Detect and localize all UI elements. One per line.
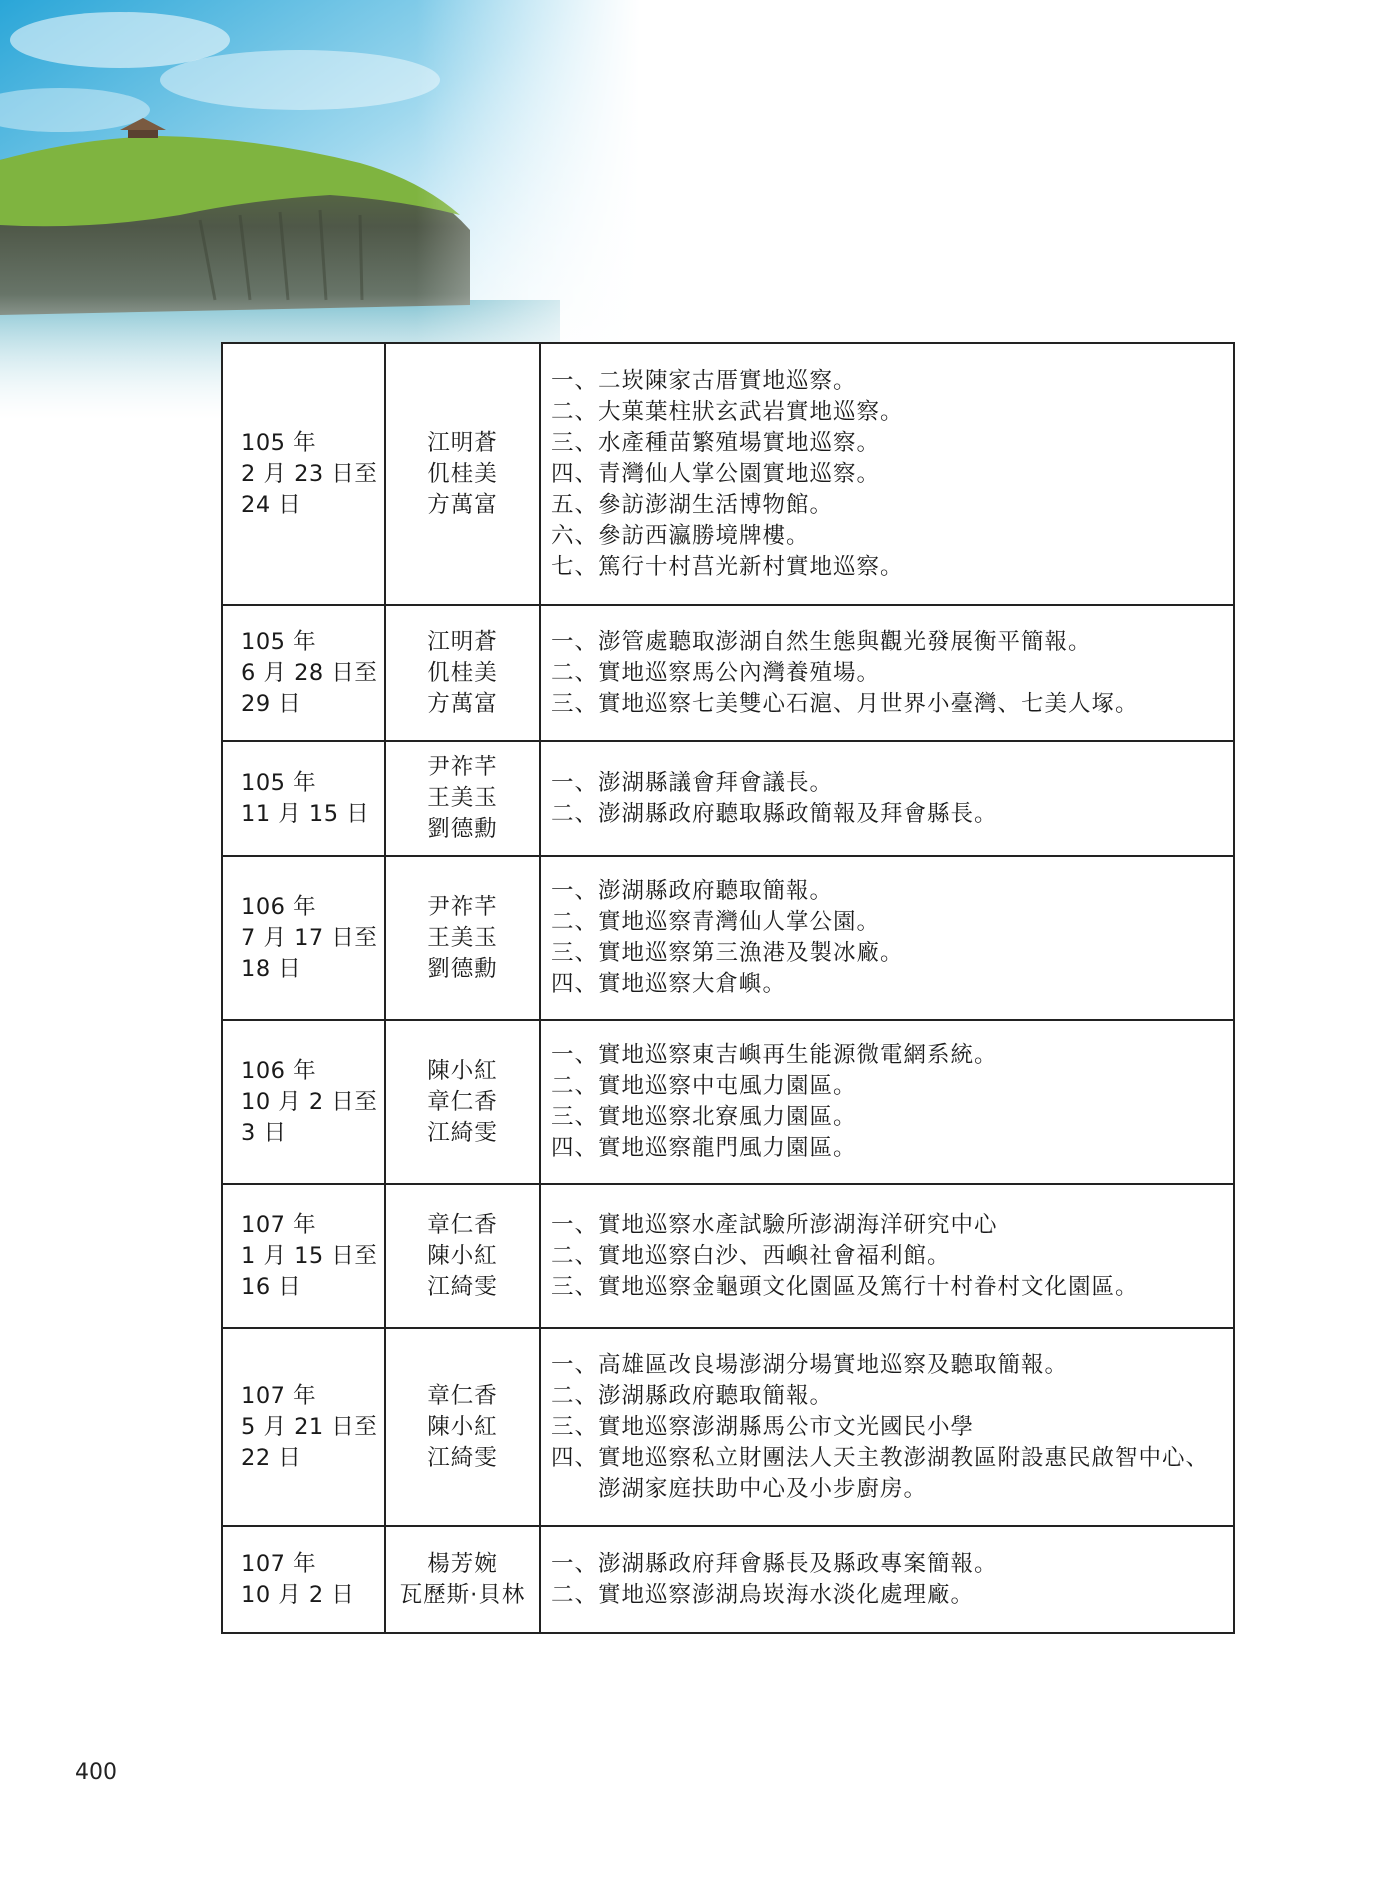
table-row [222,343,1234,605]
activity-number: 一、 [551,1211,599,1238]
activity-number: 一、 [551,769,599,796]
activity-text: 實地巡察第三漁港及製冰廠。 [598,940,904,966]
activity-number: 二、 [551,1073,599,1099]
activity-item [551,1102,1221,1133]
member-name: 江綺雯 [427,1273,498,1300]
member-name: 章仁香 [427,1211,498,1238]
activity-item [551,552,1221,583]
activity-item [551,1071,1221,1102]
activity-number: 二、 [551,1242,599,1269]
date-line: 1 月 15 日至 [241,1242,378,1269]
date-line: 2 月 23 日至 [241,460,378,487]
activity-number: 二、 [551,398,599,425]
activities-cell [540,1020,1234,1184]
date-line: 107 年 [241,1550,317,1577]
activity-number: 四、 [551,460,599,487]
members-cell [385,1328,540,1526]
member-name: 陳小紅 [427,1413,498,1440]
member-name: 江綺雯 [427,1119,498,1146]
activity-text: 澎湖縣政府聽取縣政簡報及拜會縣長。 [598,800,998,827]
date-line: 22 日 [241,1444,302,1471]
activity-item [551,768,1221,799]
table-body [222,343,1234,1633]
member-name: 章仁香 [427,1088,498,1115]
member-name: 江綺雯 [427,1444,498,1471]
member-name: 劉德勳 [427,816,498,842]
member-name: 方萬富 [427,491,498,518]
date-cell [222,605,385,741]
activity-text: 實地巡察澎湖烏崁海水淡化處理廠。 [598,1581,975,1608]
date-line: 16 日 [241,1273,302,1300]
table-row [222,605,1234,741]
members-cell [385,605,540,741]
activity-text: 實地巡察東吉嶼再生能源微電網系統。 [598,1042,998,1068]
activity-text: 實地巡察北寮風力園區。 [598,1104,857,1130]
date-cell [222,1328,385,1526]
date-line: 5 月 21 日至 [241,1413,378,1440]
member-name: 陳小紅 [427,1242,498,1269]
date-line: 106 年 [241,1057,317,1084]
activity-item [551,969,1221,1000]
activity-number: 四、 [551,1444,599,1471]
activity-item [551,428,1221,459]
activity-number: 一、 [551,628,599,655]
date-line: 3 日 [241,1119,287,1146]
activity-text: 實地巡察龍門風力園區。 [598,1135,857,1161]
activity-item [551,1040,1221,1071]
members-cell [385,343,540,605]
activity-item [551,658,1221,689]
activities-cell [540,605,1234,741]
activity-text: 實地巡察大倉嶼。 [598,971,787,997]
activity-text: 高雄區改良場澎湖分場實地巡察及聽取簡報。 [598,1351,1069,1378]
members-cell [385,1184,540,1328]
activity-text: 實地巡察白沙、西嶼社會福利館。 [598,1242,951,1269]
activities-cell [540,741,1234,856]
activity-number: 一、 [551,1550,599,1577]
activity-text: 參訪西瀛勝境牌樓。 [598,522,810,549]
activity-number: 四、 [551,1135,599,1161]
activity-number: 三、 [551,940,599,966]
date-line: 18 日 [241,955,302,982]
activity-item [551,1241,1221,1272]
activity-number: 二、 [551,800,599,827]
date-line: 107 年 [241,1382,317,1409]
member-name: 瓦歷斯‧貝林 [399,1581,526,1608]
date-line: 105 年 [241,628,317,655]
activity-item [551,938,1221,969]
activity-text: 二崁陳家古厝實地巡察。 [598,367,857,394]
table-row [222,856,1234,1020]
activity-text: 實地巡察水產試驗所澎湖海洋研究中心 [598,1211,998,1238]
activity-text: 澎管處聽取澎湖自然生態與觀光發展衡平簡報。 [598,628,1092,655]
member-name: 江明蒼 [427,628,498,655]
activity-number: 二、 [551,659,599,686]
activity-item [551,1350,1221,1381]
date-line: 106 年 [241,893,317,920]
activity-item [551,1443,1221,1505]
member-name: 楊芳婉 [427,1550,498,1577]
member-name: 仉桂美 [427,460,498,487]
activity-text: 水產種苗繁殖場實地巡察。 [598,429,881,456]
activity-text: 參訪澎湖生活博物館。 [598,491,834,518]
activity-number: 二、 [551,1581,599,1608]
activity-number: 三、 [551,690,599,717]
date-cell [222,1526,385,1633]
activity-text: 實地巡察七美雙心石滬、月世界小臺灣、七美人塚。 [598,690,1139,717]
activities-cell [540,856,1234,1020]
date-line: 107 年 [241,1211,317,1238]
member-name: 陳小紅 [427,1057,498,1084]
date-cell [222,741,385,856]
activity-number: 二、 [551,1382,599,1409]
activity-number: 七、 [551,553,599,580]
member-name: 王美玉 [427,785,498,811]
member-name: 仉桂美 [427,659,498,686]
activity-item [551,521,1221,552]
date-line: 10 月 2 日 [241,1581,355,1608]
activities-cell [540,1526,1234,1633]
activity-number: 五、 [551,491,599,518]
members-cell [385,1020,540,1184]
activity-item [551,1133,1221,1164]
date-line: 6 月 28 日至 [241,659,378,686]
date-cell [222,343,385,605]
activity-text: 澎湖縣政府拜會縣長及縣政專案簡報。 [598,1550,998,1577]
activity-item [551,397,1221,428]
activity-item [551,876,1221,907]
member-name: 尹祚芊 [427,754,498,780]
activity-item [551,490,1221,521]
date-line: 11 月 15 日 [241,800,370,827]
activities-cell [540,343,1234,605]
activity-item [551,1580,1221,1611]
members-cell [385,741,540,856]
member-name: 章仁香 [427,1382,498,1409]
table-row [222,1020,1234,1184]
activity-text: 實地巡察青灣仙人掌公園。 [598,909,881,935]
date-cell [222,1020,385,1184]
member-name: 王美玉 [427,924,498,951]
activity-number: 六、 [551,522,599,549]
date-line: 10 月 2 日至 [241,1088,378,1115]
activity-number: 二、 [551,909,599,935]
page-number: 400 [75,1760,117,1785]
activity-number: 三、 [551,1413,599,1440]
member-name: 江明蒼 [427,429,498,456]
activity-text: 實地巡察馬公內灣養殖場。 [598,659,881,686]
table-row [222,741,1234,856]
member-name: 尹祚芊 [427,893,498,920]
activity-item [551,1381,1221,1412]
activity-item [551,1549,1221,1580]
table-row [222,1184,1234,1328]
activity-item [551,1412,1221,1443]
date-line: 29 日 [241,690,302,717]
activity-number: 三、 [551,1104,599,1130]
activity-item [551,627,1221,658]
members-cell [385,856,540,1020]
activities-cell [540,1184,1234,1328]
activity-item [551,1272,1221,1303]
activity-text: 青灣仙人掌公園實地巡察。 [598,460,881,487]
activity-text: 篤行十村莒光新村實地巡察。 [598,553,904,580]
activity-item [551,689,1221,720]
activity-number: 三、 [551,1273,599,1300]
activity-text: 澎湖縣政府聽取簡報。 [598,1382,834,1409]
activity-item [551,1210,1221,1241]
date-line: 24 日 [241,491,302,518]
activity-number: 三、 [551,429,599,456]
activity-item [551,907,1221,938]
date-line: 7 月 17 日至 [241,924,378,951]
activity-number: 一、 [551,367,599,394]
member-name: 劉德勳 [427,955,498,982]
activity-number: 一、 [551,1351,599,1378]
activities-cell [540,1328,1234,1526]
activity-number: 四、 [551,971,599,997]
date-cell [222,856,385,1020]
activity-text: 澎湖縣議會拜會議長。 [598,769,834,796]
activity-text: 澎湖縣政府聽取簡報。 [598,878,834,904]
activity-text: 實地巡察私立財團法人天主教澎湖教區附設惠民啟智中心、澎湖家庭扶助中心及小步廚房。 [598,1444,1210,1502]
date-line: 105 年 [241,769,317,796]
member-name: 方萬富 [427,690,498,717]
activity-text: 實地巡察金龜頭文化園區及篤行十村眷村文化園區。 [598,1273,1139,1300]
inspection-records-table [221,342,1235,1634]
activity-text: 實地巡察中屯風力園區。 [598,1073,857,1099]
date-cell [222,1184,385,1328]
table-row [222,1328,1234,1526]
activity-item [551,799,1221,830]
activity-text: 實地巡察澎湖縣馬公市文光國民小學 [598,1413,975,1440]
members-cell [385,1526,540,1633]
activity-item [551,459,1221,490]
activity-text: 大菓葉柱狀玄武岩實地巡察。 [598,398,904,425]
activity-number: 一、 [551,1042,599,1068]
table-row [222,1526,1234,1633]
date-line: 105 年 [241,429,317,456]
activity-item [551,366,1221,397]
activity-number: 一、 [551,878,599,904]
